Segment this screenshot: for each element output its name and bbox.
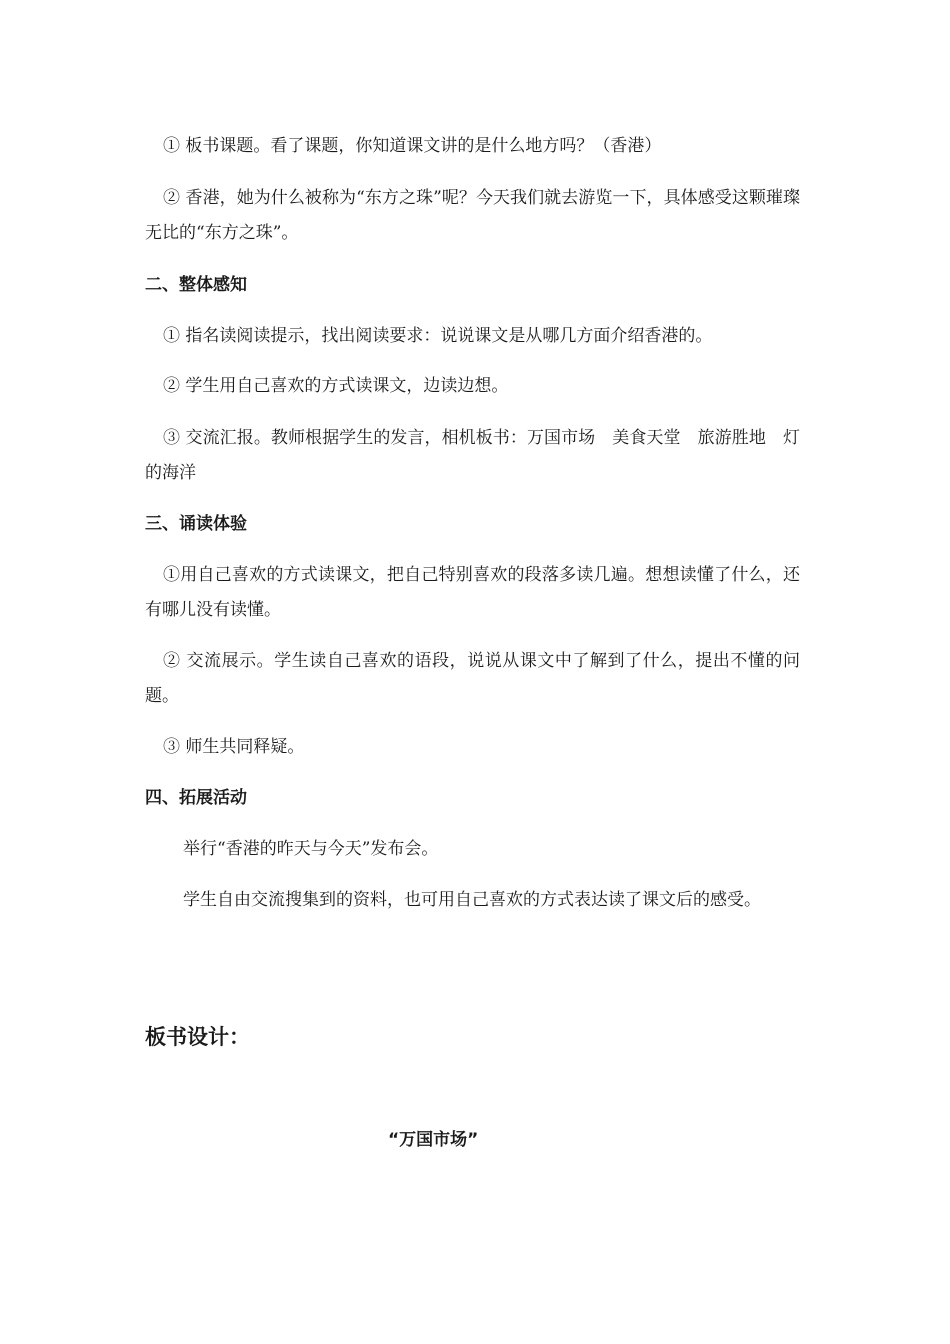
section-heading-extension-activity: 四、拓展活动 <box>145 788 247 808</box>
section3-paragraph-3: ③ 师生共同释疑。 <box>163 737 305 757</box>
intro-paragraph-2: ② 香港，她为什么被称为“东方之珠”呢？今天我们就去游览一下，具体感受这颗璀璨无比的“东方之珠”。 <box>145 188 800 243</box>
section3-paragraph-1: ①用自己喜欢的方式读课文，把自己特别喜欢的段落多读几遍。想想读懂了什么，还有哪儿没有读懂。 <box>145 565 800 620</box>
section2-paragraph-2: ② 学生用自己喜欢的方式读课文，边读边想。 <box>163 376 509 396</box>
board-design-heading: 板书设计： <box>145 1025 250 1049</box>
section4-paragraph-1: 举行“香港的昨天与今天”发布会。 <box>183 839 439 859</box>
section-heading-reading-experience: 三、诵读体验 <box>145 514 247 534</box>
section2-paragraph-1: ① 指名读阅读提示，找出阅读要求：说说课文是从哪几方面介绍香港的。 <box>163 326 713 346</box>
section3-paragraph-2: ② 交流展示。学生读自己喜欢的语段，说说从课文中了解到了什么，提出不懂的问题。 <box>145 651 800 706</box>
intro-paragraph-1: ① 板书课题。看了课题，你知道课文讲的是什么地方吗？（香港） <box>163 136 662 156</box>
section2-paragraph-3: ③ 交流汇报。教师根据学生的发言，相机板书：万国市场 美食天堂 旅游胜地 灯的海洋 <box>145 428 800 483</box>
board-item-international-market: “万国市场” <box>388 1130 479 1150</box>
section-heading-overall-perception: 二、整体感知 <box>145 275 247 295</box>
section4-paragraph-2: 学生自由交流搜集到的资料，也可用自己喜欢的方式表达读了课文后的感受。 <box>183 890 761 910</box>
